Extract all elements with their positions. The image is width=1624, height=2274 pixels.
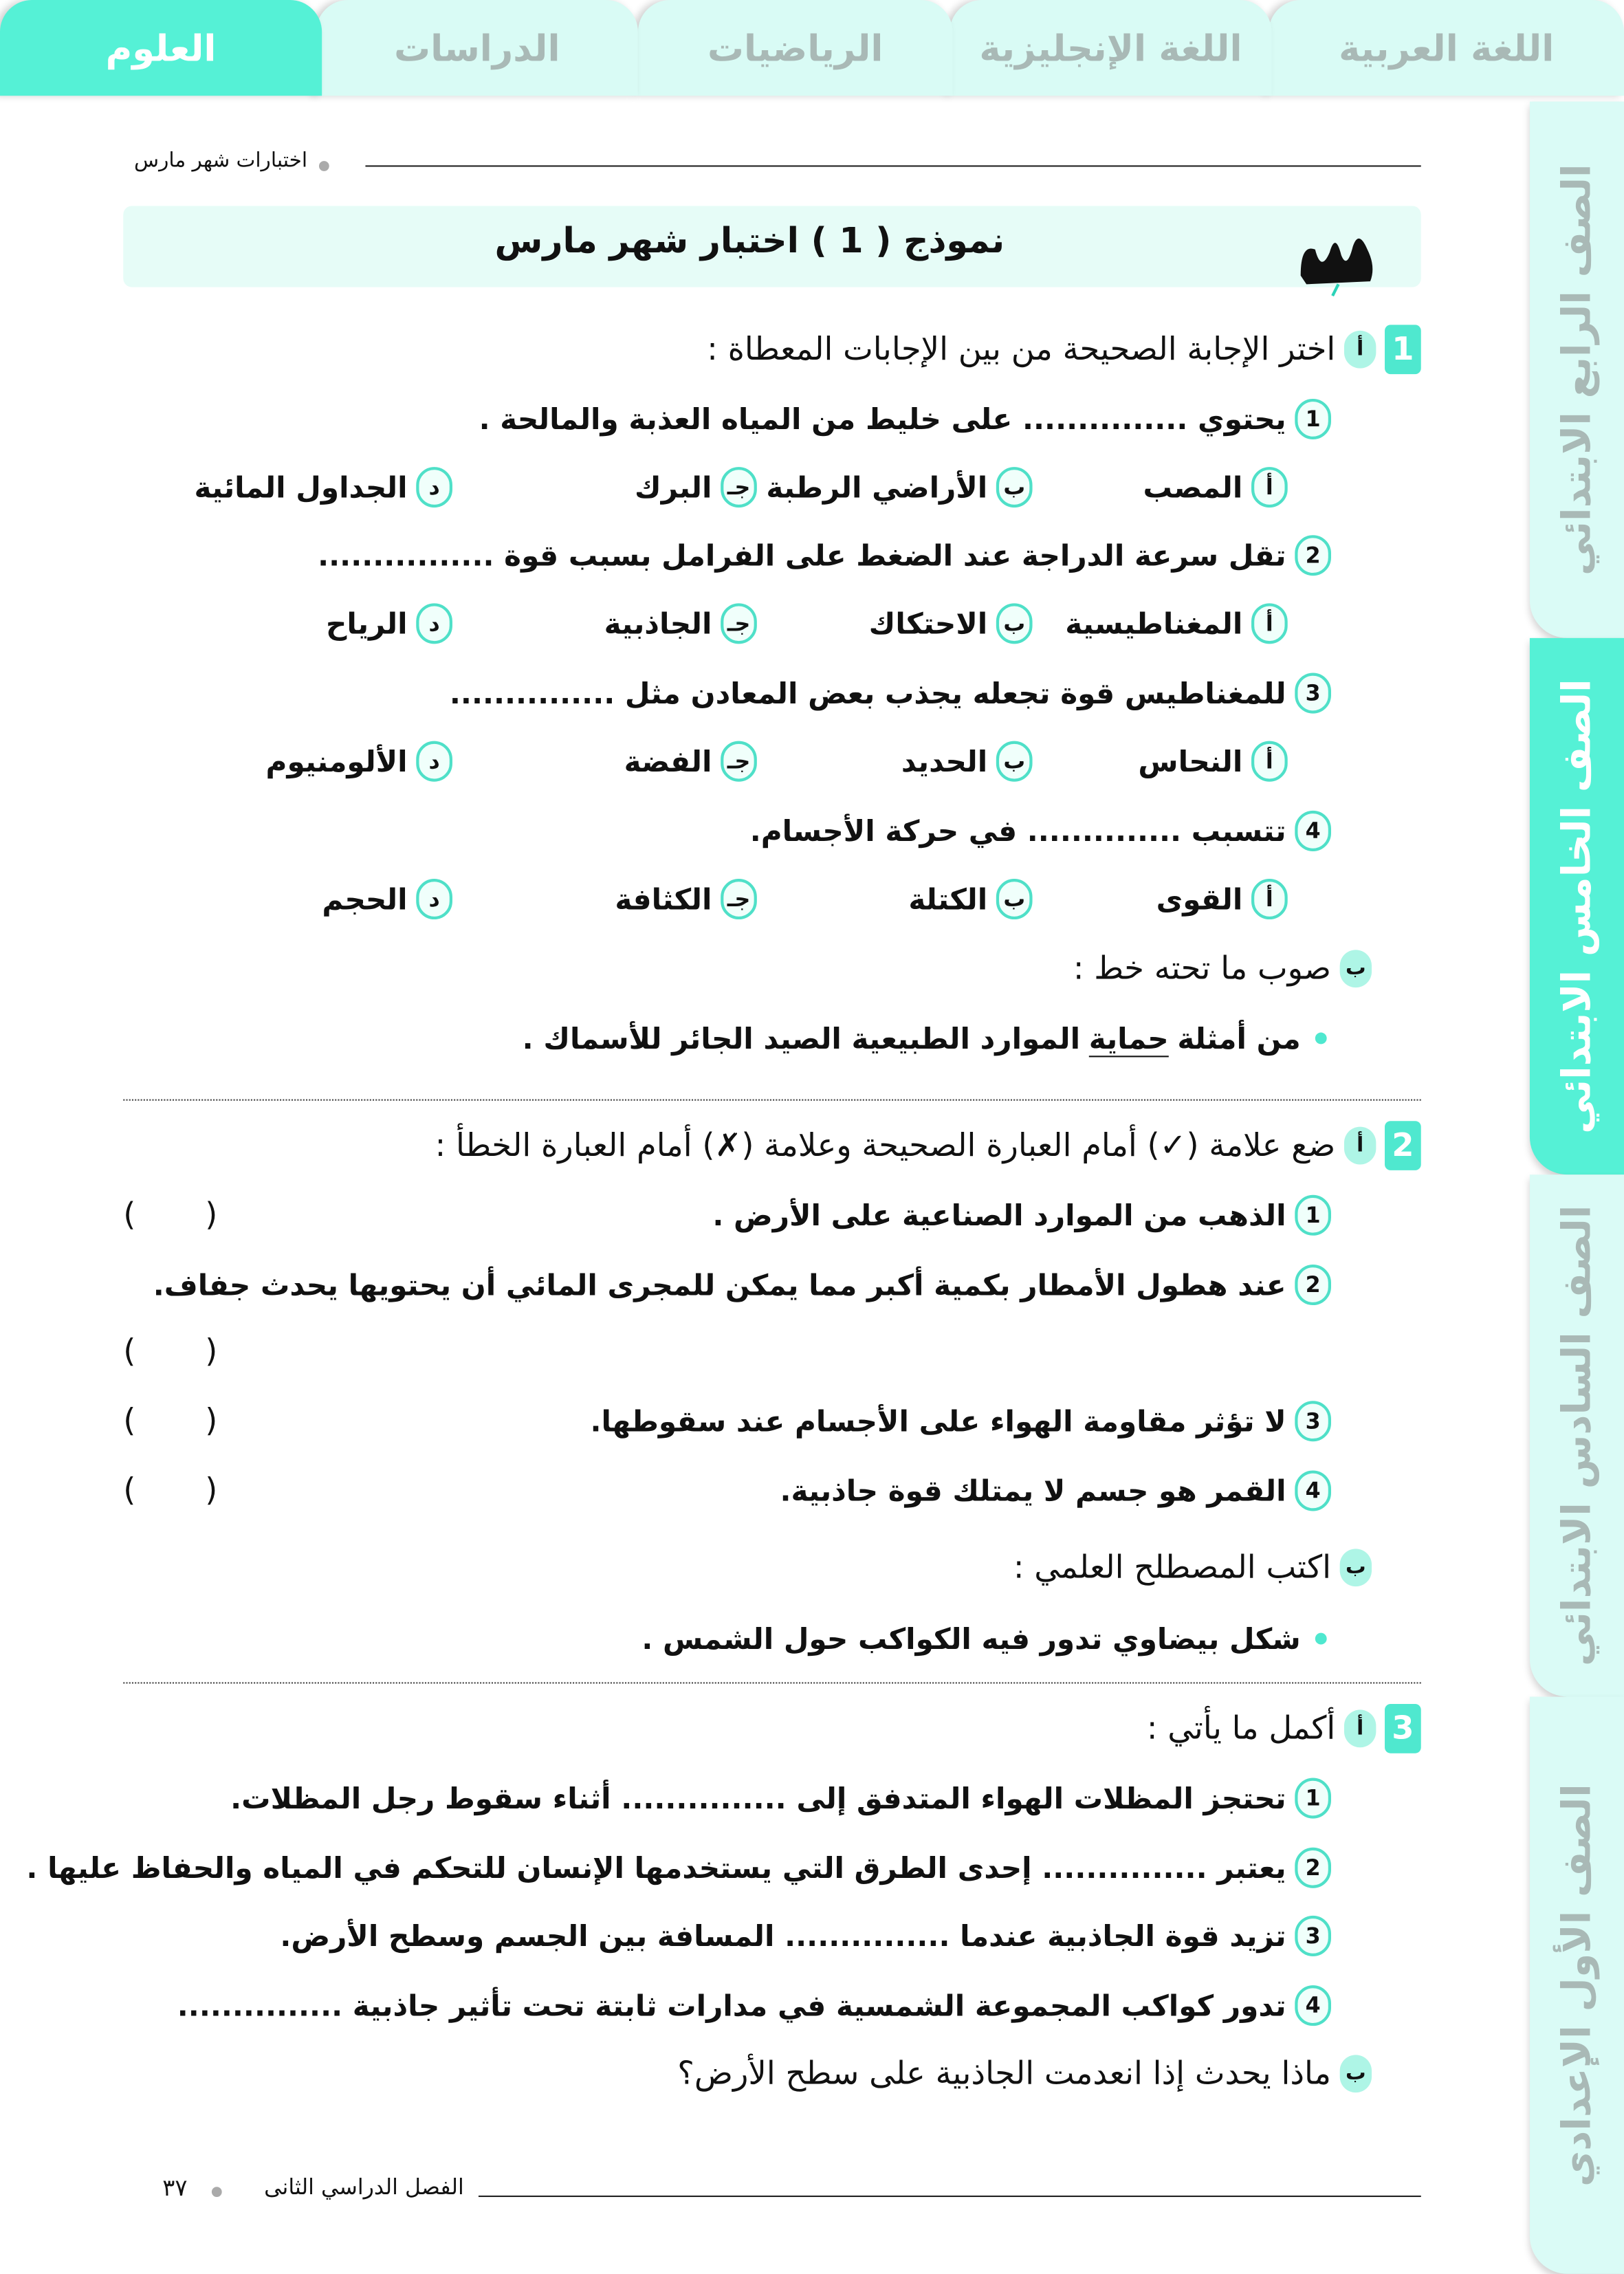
tab-grade[interactable]	[1530, 102, 1624, 638]
question-text: للمغناطيس قوة تجعله يجذب بعض المعادن مثل ...............	[449, 675, 1286, 711]
option-letter-circle: ب	[996, 603, 1033, 644]
instruction-text: صوب ما تحته خط :	[1073, 950, 1331, 987]
option-letter-circle: د	[416, 741, 452, 782]
question-header	[435, 1121, 1421, 1170]
option-text: الرياح	[325, 606, 408, 642]
option-letter-circle: ب	[996, 741, 1033, 782]
question-number-circle: 2	[1295, 535, 1331, 576]
answer-option[interactable]	[322, 875, 452, 924]
part-letter-badge: ب	[1340, 1549, 1372, 1586]
footer-term: الفصل الدراسي الثانى	[264, 2174, 464, 2200]
option-text: البرك	[635, 470, 712, 505]
answer-brackets[interactable]	[123, 1466, 217, 1516]
option-letter-circle: أ	[1251, 603, 1288, 644]
question-number-circle: 2	[1295, 1848, 1331, 1888]
question-text: تزيد قوة الجاذبية عندما ............... المسافة بين الجسم وسطح الأرض.	[280, 1918, 1286, 1954]
tab-grade-label: الصف السادس الابتدائي	[1554, 1205, 1600, 1667]
answer-option[interactable]	[326, 599, 452, 648]
question-text: يعتبر ............... إحدى الطرق التي يستخدمها الإنسان للتحكم في المياه والحفاظ عليها .	[26, 1850, 1286, 1885]
breadcrumb-dot	[319, 161, 329, 171]
question-text: الذهب من الموارد الصناعية على الأرض .	[712, 1197, 1286, 1233]
question-item	[318, 531, 1331, 580]
part-letter-badge: ب	[1340, 2055, 1372, 2092]
bracket-close: )	[205, 1403, 218, 1440]
statement-item	[712, 1190, 1331, 1240]
option-text: الجاذبية	[604, 606, 712, 642]
question-item	[750, 807, 1331, 856]
instruction-text: ماذا يحدث إذا انعدمت الجاذبية على سطح الأرض؟	[677, 2055, 1331, 2092]
footer-dot	[212, 2187, 222, 2197]
option-text: الألومنيوم	[265, 743, 408, 779]
part-letter-badge: ب	[1340, 950, 1372, 987]
option-text: المصب	[1143, 470, 1243, 505]
instruction-text: ضع علامة (✓) أمام العبارة الصحيحة وعلامة (✗) أمام العبارة الخطأ :	[435, 1127, 1336, 1164]
statement-item	[590, 1397, 1330, 1446]
tab-subject[interactable]: الدراسات	[316, 0, 638, 96]
question-item	[479, 395, 1331, 444]
answer-option[interactable]	[266, 736, 452, 786]
instruction-text: اختر الإجابة الصحيحة من بين الإجابات المعطاة :	[707, 331, 1336, 368]
question-header	[707, 325, 1421, 374]
question-number-circle: 1	[1295, 399, 1331, 439]
option-letter-circle: أ	[1251, 741, 1288, 782]
question-number-circle: 4	[1295, 1470, 1331, 1511]
question-item	[450, 668, 1331, 718]
answer-option[interactable]	[604, 599, 757, 648]
footer-line	[479, 2196, 1421, 2197]
option-letter-circle: د	[416, 603, 452, 644]
question-number-circle: 3	[1295, 673, 1331, 714]
tab-grade-label: الصف الخامس الابتدائي	[1554, 679, 1600, 1134]
option-letter-circle: أ	[1251, 467, 1288, 507]
tab-grade-label: الصف الأول الإعدادي	[1554, 1784, 1600, 2187]
answer-option[interactable]	[635, 463, 757, 512]
option-text: الكثافة	[615, 882, 712, 917]
option-text: المغناطيسية	[1065, 606, 1243, 642]
answer-option[interactable]	[1156, 875, 1288, 924]
option-letter-circle: جـ	[721, 603, 757, 644]
completion-item	[280, 1912, 1331, 1961]
answer-option[interactable]	[901, 736, 1033, 786]
question-number-circle: 1	[1295, 1778, 1331, 1819]
answer-option[interactable]	[869, 599, 1033, 648]
answer-option[interactable]	[615, 875, 756, 924]
bracket-close: )	[205, 1333, 218, 1370]
question-text: يحتوي ............... على خليط من المياه العذبة والمالحة .	[479, 402, 1286, 437]
bracket-open: (	[123, 1196, 136, 1234]
option-text: الحديد	[901, 743, 988, 779]
question-text: تقل سرعة الدراجة عند الضغط على الفرامل بسبب قوة ................	[318, 538, 1286, 573]
section-number-badge: 3	[1385, 1704, 1421, 1753]
question-text: تدور كواكب المجموعة الشمسية في مدارات ثابتة تحت تأثير جاذبية ...............	[177, 1988, 1286, 2023]
completion-item	[177, 1981, 1331, 2031]
answer-option[interactable]	[908, 875, 1032, 924]
bullet-item	[523, 1014, 1327, 1063]
page-title: نموذج ( 1 ) اختبار شهر مارس	[494, 220, 1005, 261]
option-text: النحاس	[1138, 743, 1243, 779]
question-number-circle: 1	[1295, 1195, 1331, 1236]
option-text: الكتلة	[908, 882, 988, 917]
part-letter-badge: أ	[1344, 331, 1376, 369]
section-divider	[123, 1100, 1420, 1101]
option-text: الحجم	[322, 882, 408, 917]
option-letter-circle: أ	[1251, 879, 1288, 919]
completion-item	[26, 1843, 1331, 1892]
statement-item	[153, 1260, 1331, 1310]
tab-subject[interactable]: الرياضيات	[638, 0, 953, 96]
option-text: الفضة	[624, 743, 712, 779]
bracket-close: )	[205, 1196, 218, 1234]
question-number-circle: 3	[1295, 1916, 1331, 1956]
bullet-item	[641, 1614, 1326, 1663]
bullet-text: شكل بيضاوي تدور فيه الكواكب حول الشمس .	[641, 1621, 1301, 1657]
part-letter-badge: أ	[1344, 1709, 1376, 1747]
question-number-circle: 3	[1295, 1401, 1331, 1441]
section-number-badge: 1	[1385, 325, 1421, 374]
option-text: الجداول المائية	[194, 470, 408, 505]
bullet-icon	[1315, 1033, 1327, 1045]
question-header	[677, 2049, 1372, 2099]
tab-grade-label: الصف الرابع الابتدائي	[1554, 164, 1600, 576]
breadcrumb-text[interactable]: اختبارات شهر مارس	[134, 149, 308, 173]
question-text: القمر هو جسم لا يمتلك قوة جاذبية.	[780, 1473, 1286, 1509]
bracket-close: )	[205, 1472, 218, 1509]
question-number-circle: 4	[1295, 811, 1331, 851]
answer-option[interactable]	[624, 736, 757, 786]
option-letter-circle: جـ	[721, 879, 757, 919]
part-letter-badge: أ	[1344, 1127, 1376, 1165]
bracket-open: (	[123, 1403, 136, 1440]
bullet-text: الموارد الطبيعية الصيد الجائر للأسماك .	[522, 1020, 1081, 1056]
answer-option[interactable]	[1138, 736, 1287, 786]
bullet-text: من أمثلة	[1177, 1020, 1301, 1056]
question-text: تتسبب .............. في حركة الأجسام.	[749, 813, 1286, 849]
answer-brackets[interactable]	[123, 1327, 217, 1377]
question-header	[1013, 1543, 1372, 1593]
tab-grade[interactable]	[1530, 1174, 1624, 1696]
answer-option[interactable]	[766, 463, 1032, 512]
option-text: الاحتكاك	[868, 606, 988, 642]
option-letter-circle: د	[416, 467, 452, 507]
answer-brackets[interactable]	[123, 1190, 217, 1240]
option-letter-circle: جـ	[721, 741, 757, 782]
tab-subject[interactable]: اللغة الإنجليزية	[950, 0, 1271, 96]
question-text: تحتجز المظلات الهواء المتدفق إلى ............... أثناء سقوط رجل المظلات.	[230, 1780, 1286, 1816]
answer-brackets[interactable]	[123, 1397, 217, 1446]
page-number: ٣٧	[162, 2174, 188, 2202]
logo-icon	[1295, 217, 1382, 298]
answer-option[interactable]	[195, 463, 452, 512]
option-letter-circle: د	[416, 879, 452, 919]
option-letter-circle: ب	[996, 467, 1033, 507]
question-text: لا تؤثر مقاومة الهواء على الأجسام عند سقوطها.	[590, 1403, 1286, 1439]
option-text: الأراضي الرطبة	[766, 470, 988, 505]
bracket-open: (	[123, 1472, 136, 1509]
instruction-text: اكتب المصطلح العلمي :	[1013, 1549, 1331, 1586]
tab-subject[interactable]: اللغة العربية	[1269, 0, 1624, 96]
section-divider	[123, 1682, 1420, 1683]
completion-item	[230, 1773, 1331, 1823]
question-number-circle: 4	[1295, 1985, 1331, 2026]
question-number-circle: 2	[1295, 1265, 1331, 1305]
tab-subject[interactable]: العلوم	[0, 0, 322, 96]
option-letter-circle: ب	[996, 879, 1033, 919]
bracket-open: (	[123, 1333, 136, 1370]
option-text: القوى	[1156, 882, 1243, 917]
option-letter-circle: جـ	[721, 467, 757, 507]
tab-grade[interactable]	[1530, 1696, 1624, 2273]
statement-item	[780, 1466, 1331, 1516]
underlined-word: حماية	[1089, 1020, 1169, 1057]
answer-option[interactable]	[1143, 463, 1288, 512]
question-text: عند هطول الأمطار بكمية أكبر مما يمكن للمجرى المائي أن يحتويها يحدث جفاف.	[153, 1267, 1286, 1302]
question-header	[1147, 1704, 1421, 1753]
tab-grade[interactable]	[1530, 638, 1624, 1174]
section-number-badge: 2	[1385, 1121, 1421, 1170]
bullet-icon	[1315, 1633, 1327, 1645]
answer-option[interactable]	[1065, 599, 1287, 648]
breadcrumb-line	[365, 165, 1420, 166]
instruction-text: أكمل ما يأتي :	[1146, 1710, 1336, 1747]
question-header	[1073, 944, 1372, 994]
